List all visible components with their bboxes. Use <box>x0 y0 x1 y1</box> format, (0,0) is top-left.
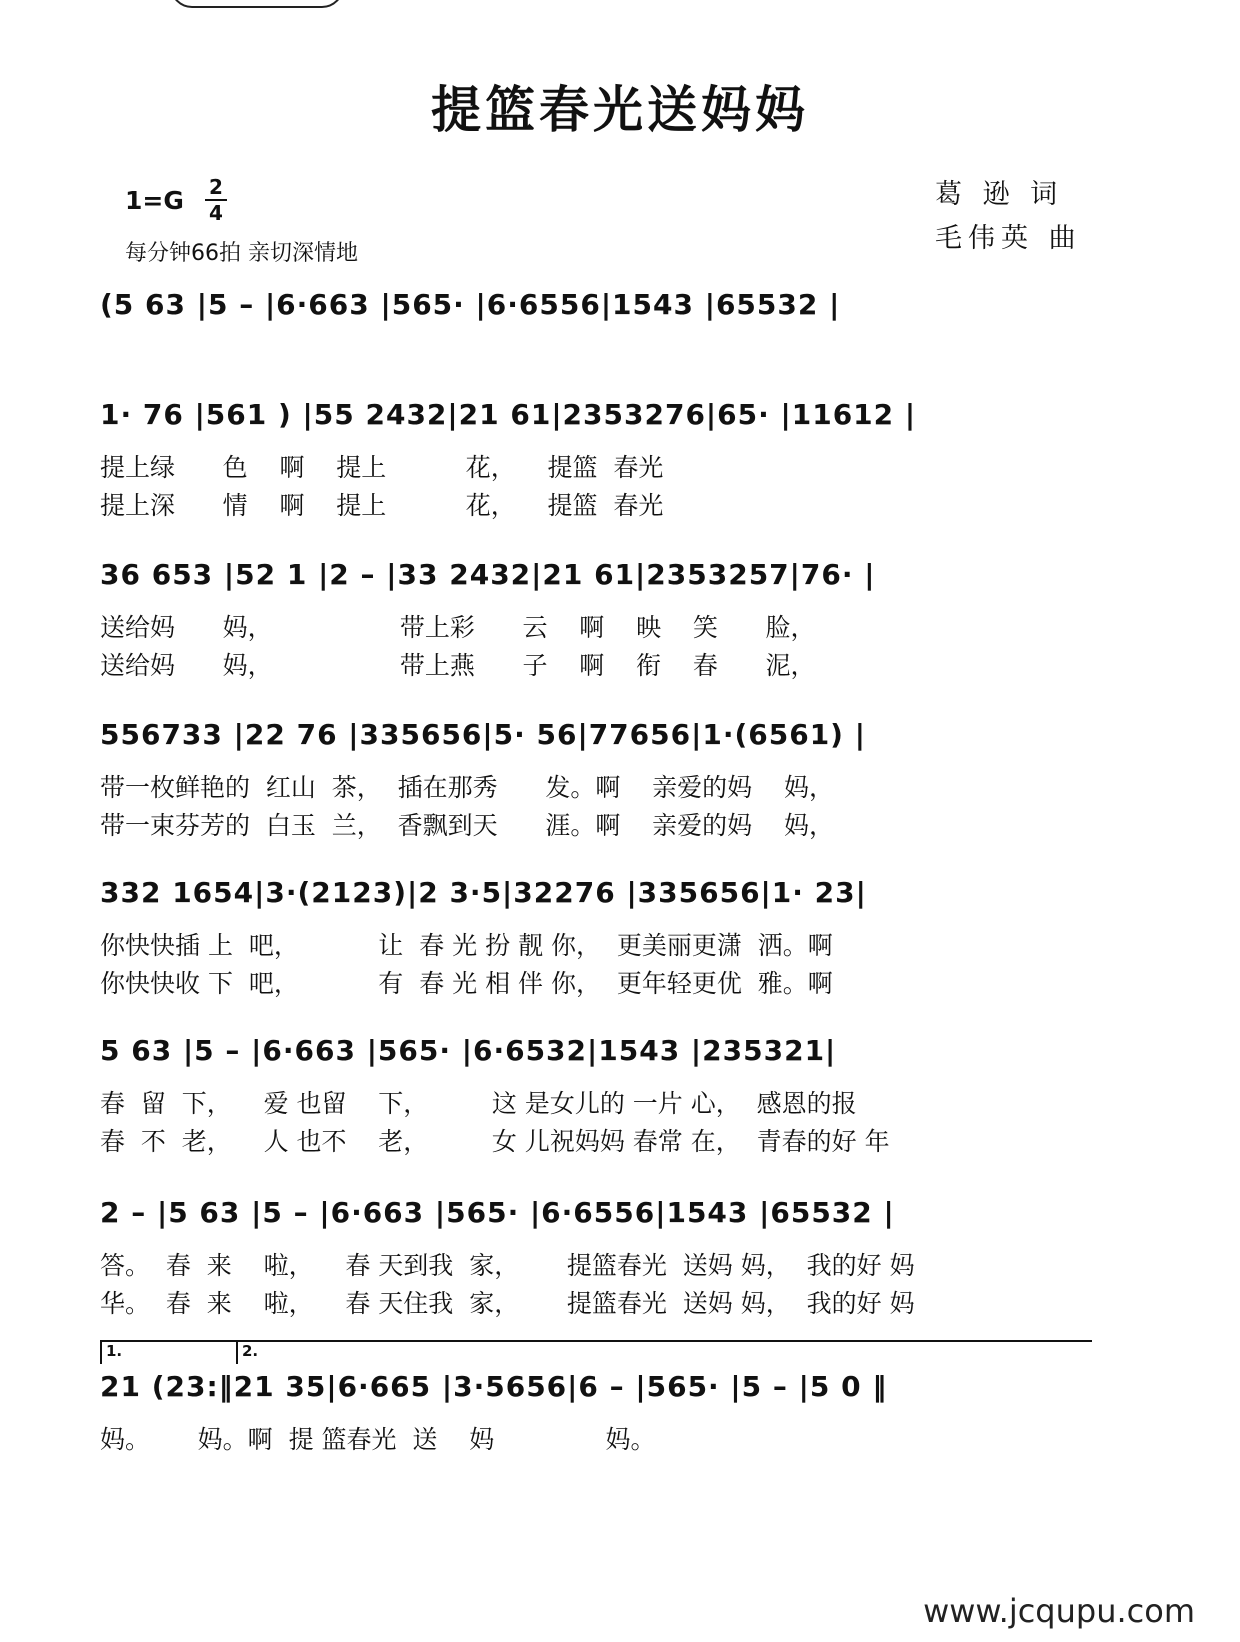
site-watermark: www.jcqupu.com <box>923 1592 1195 1630</box>
lyric-verse-2: 送给妈 妈， 带上燕 子 啊 衔 春 泥， <box>100 651 816 680</box>
lyric-verse-1: 春 留 下， 爱 也留 下， 这 是女儿的 一片 心， 感恩的报 <box>100 1089 857 1118</box>
lyric-verse-2: 带一束芬芳的 白玉 兰， 香飘到天 涯。啊 亲爱的妈 妈， <box>100 811 834 840</box>
lyric-verse-1: 你快快插 上 吧， 让 春 光 扮 靓 你， 更美丽更潇 洒。啊 <box>100 931 833 960</box>
page-corner-decoration <box>170 0 344 8</box>
notation-line-3: 36 653 |52 1 |2 – |33 2432|21 61|2353257|76· | <box>100 558 876 591</box>
composer-credit: 毛伟英 曲 <box>935 223 1082 254</box>
time-signature <box>205 175 227 225</box>
time-signature-top: 2 <box>205 175 227 201</box>
tempo-marking: 每分钟66拍 亲切深情地 <box>125 241 358 266</box>
song-title: 提篮春光送妈妈 <box>431 80 809 139</box>
lyric-verse-1: 答。 春 来 啦， 春 天到我 家， 提篮春光 送妈 妈， 我的好 妈 <box>100 1251 915 1280</box>
lyric-verse-1: 提上绿 色 啊 提上 花， 提篮 春光 <box>100 453 664 482</box>
notation-line-6: 5 63 |5 – |6·663 |565· |6·6532|1543 |235321| <box>100 1034 837 1067</box>
lyric-verse-2: 华。 春 来 啦， 春 天住我 家， 提篮春光 送妈 妈， 我的好 妈 <box>100 1289 915 1318</box>
notation-line-4: 556733 |22 76 |335656|5· 56|77656|1·(6561) | <box>100 718 866 751</box>
lyric-verse-2: 你快快收 下 吧， 有 春 光 相 伴 你， 更年轻更优 雅。啊 <box>100 969 833 998</box>
time-signature-bottom: 4 <box>209 201 223 225</box>
key-signature: 1=G <box>125 186 184 215</box>
lyric-verse-2: 春 不 老， 人 也不 老， 女 儿祝妈妈 春常 在， 青春的好 年 <box>100 1127 890 1156</box>
lyric-verse-1: 送给妈 妈， 带上彩 云 啊 映 笑 脸， <box>100 613 816 642</box>
second-ending-bracket: 2. <box>236 1340 1092 1364</box>
notation-line-5: 332 1654|3·(2123)|2 3·5|32276 |335656|1· 23| <box>100 876 867 909</box>
lyric-verse-1: 带一枚鲜艳的 红山 茶， 插在那秀 发。啊 亲爱的妈 妈， <box>100 773 834 802</box>
notation-line-8: 21 (23:‖21 35|6·665 |3·5656|6 – |565· |5 – |5 0 ‖ <box>100 1370 888 1403</box>
notation-line-1: (5 63 |5 – |6·663 |565· |6·6556|1543 |65532 | <box>100 288 841 321</box>
first-ending-bracket: 1. <box>100 1340 236 1364</box>
notation-line-7: 2 – |5 63 |5 – |6·663 |565· |6·6556|1543 |65532 | <box>100 1196 895 1229</box>
lyricist-credit: 葛 逊 词 <box>935 179 1064 210</box>
lyric-verse-1: 妈。 妈。啊 提 篮春光 送 妈 妈。 <box>100 1425 656 1454</box>
notation-line-2: 1· 76 |561 ) |55 2432|21 61|2353276|65· |11612 | <box>100 398 917 431</box>
lyric-verse-2: 提上深 情 啊 提上 花， 提篮 春光 <box>100 491 664 520</box>
